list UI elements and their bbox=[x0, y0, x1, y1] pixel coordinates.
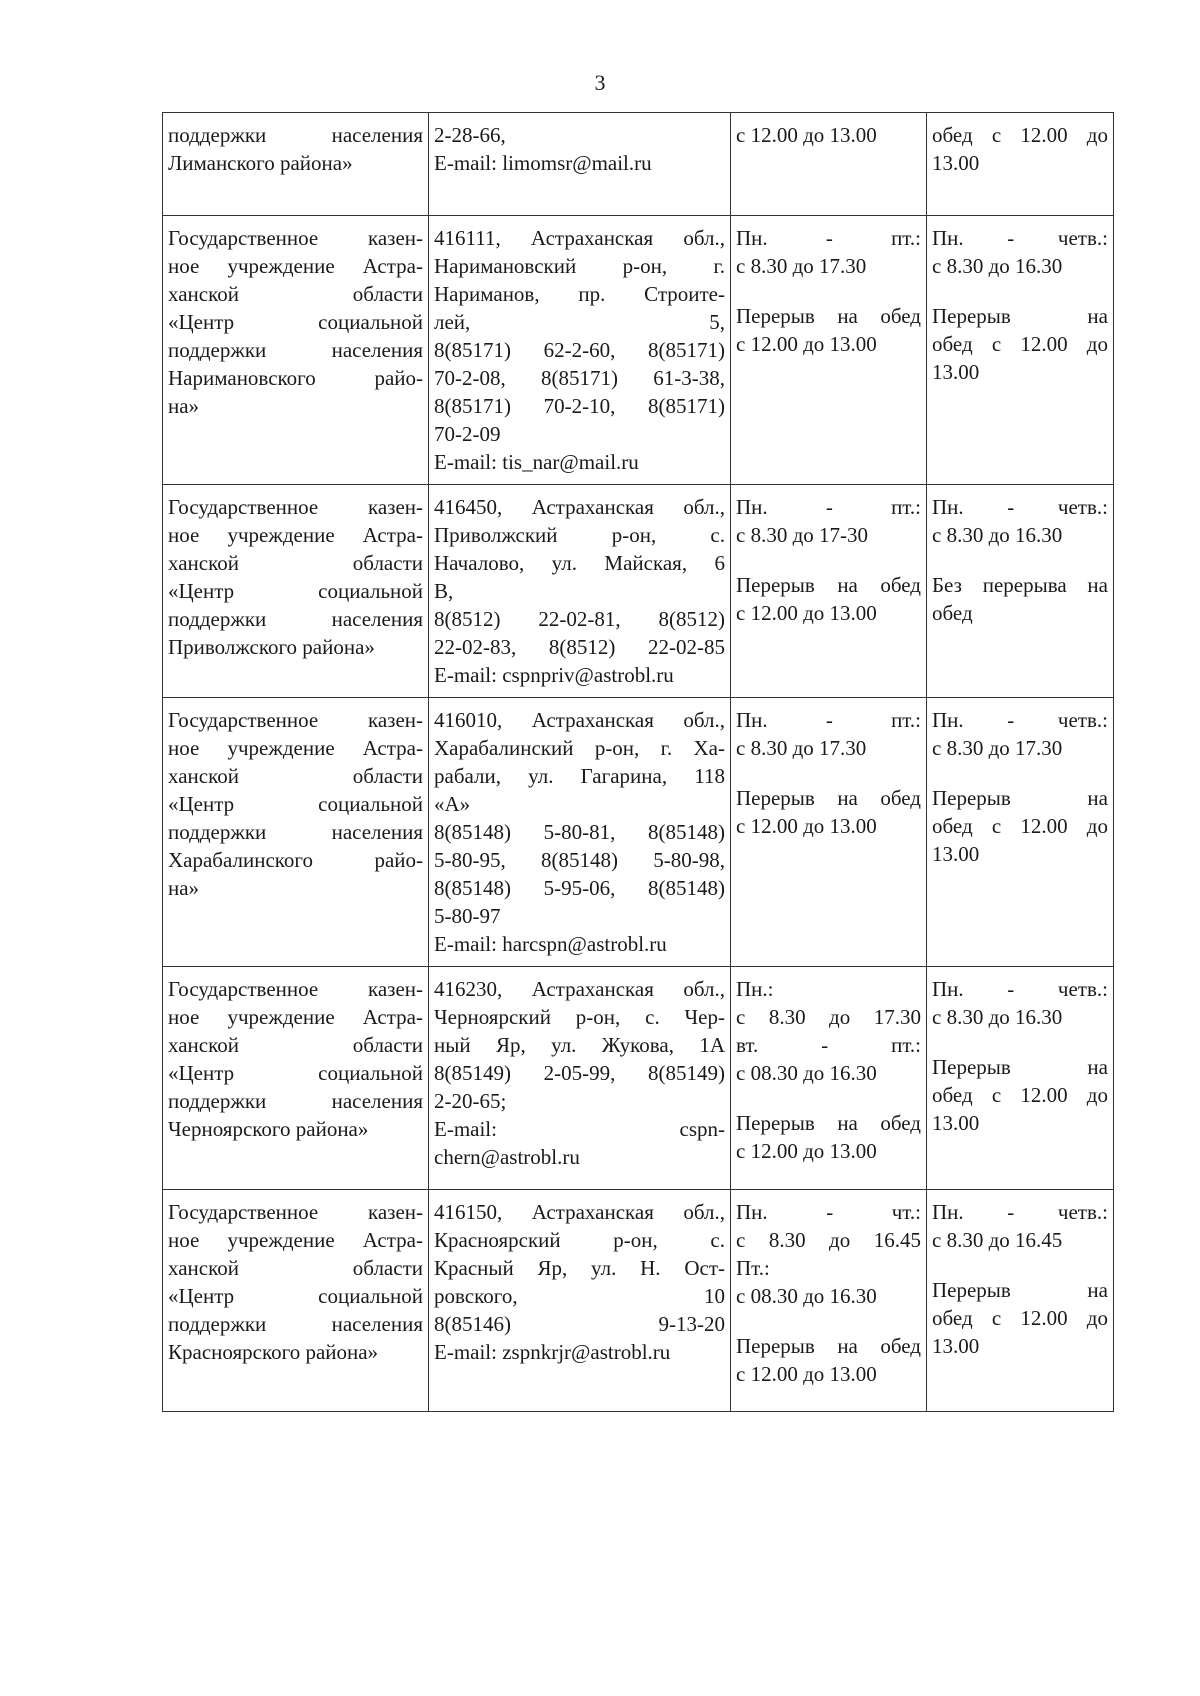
text-line: Пн. - пт.: bbox=[736, 708, 921, 732]
text-line: с 8.30 до 17.30 bbox=[736, 1005, 921, 1029]
text-line: Перерыв на обед bbox=[736, 1111, 921, 1135]
text-line: E-mail: zspnkrjr@astrobl.ru bbox=[434, 1340, 671, 1364]
text-line: 8(85146) 9-13-20 bbox=[434, 1312, 725, 1336]
text-line: Красноярский р-он, с. bbox=[434, 1228, 725, 1252]
text-line: с 8.30 до 17.30 bbox=[932, 736, 1063, 760]
text-line: Перерыв на обед bbox=[736, 573, 921, 597]
text-line: Государственное казен- bbox=[168, 1200, 423, 1224]
contacts-cell bbox=[429, 698, 731, 967]
text-line: с 8.30 до 16.45 bbox=[932, 1228, 1063, 1252]
text-line: с 8.30 до 16.30 bbox=[932, 254, 1063, 278]
text-line: 70-2-08, 8(85171) 61-3-38, bbox=[434, 366, 725, 390]
text-line: Перерыв на bbox=[932, 1278, 1108, 1302]
text-line: 70-2-09 bbox=[434, 422, 501, 446]
text-line: 13.00 bbox=[932, 842, 980, 866]
text-line: ное учреждение Астра- bbox=[168, 1228, 423, 1252]
text-line: ное учреждение Астра- bbox=[168, 523, 423, 547]
organization-cell bbox=[163, 113, 429, 216]
text-line: 8(85171) 62-2-60, 8(85171) bbox=[434, 338, 725, 362]
text-line: 5-80-95, 8(85148) 5-80-98, bbox=[434, 848, 725, 872]
text-line: 8(85148) 5-80-81, 8(85148) bbox=[434, 820, 725, 844]
text-line: обед с 12.00 до bbox=[932, 332, 1108, 356]
text-line: E-mail: cspn- bbox=[434, 1117, 725, 1141]
work-schedule-cell bbox=[731, 698, 927, 967]
spacer bbox=[736, 549, 921, 571]
text-line: Государственное казен- bbox=[168, 708, 423, 732]
spacer bbox=[736, 1310, 921, 1332]
text-line: 8(85171) 70-2-10, 8(85171) bbox=[434, 394, 725, 418]
text-line: Нариманов, пр. Строите- bbox=[434, 282, 725, 306]
text-line: обед bbox=[932, 601, 973, 625]
text-line: на» bbox=[168, 394, 200, 418]
text-line: ное учреждение Астра- bbox=[168, 736, 423, 760]
text-line: обед с 12.00 до bbox=[932, 1083, 1108, 1107]
text-line: 22-02-83, 8(8512) 22-02-85 bbox=[434, 635, 725, 659]
text-line: 416450, Астраханская обл., bbox=[434, 495, 725, 519]
text-line: Государственное казен- bbox=[168, 495, 423, 519]
spacer bbox=[736, 1087, 921, 1109]
text-line: с 12.00 до 13.00 bbox=[736, 814, 877, 838]
text-line: «Центр социальной bbox=[168, 792, 423, 816]
text-line: Приволжского района» bbox=[168, 635, 375, 659]
text-line: Перерыв на bbox=[932, 1055, 1108, 1079]
table-row bbox=[163, 485, 1114, 698]
text-line: с 12.00 до 13.00 bbox=[736, 1139, 877, 1163]
text-line: «Центр социальной bbox=[168, 310, 423, 334]
text-line: поддержки населения bbox=[168, 123, 423, 147]
text-line: Пн. - четв.: bbox=[932, 977, 1108, 1001]
text-line: «Центр социальной bbox=[168, 1061, 423, 1085]
text-line: Перерыв на обед bbox=[736, 304, 921, 328]
contacts-cell bbox=[429, 485, 731, 698]
text-line: Пн. - четв.: bbox=[932, 708, 1108, 732]
work-schedule-cell bbox=[731, 216, 927, 485]
text-line: Красный Яр, ул. Н. Ост- bbox=[434, 1256, 725, 1280]
text-line: с 8.30 до 17.30 bbox=[736, 736, 867, 760]
text-line: обед с 12.00 до bbox=[932, 123, 1108, 147]
spacer bbox=[736, 280, 921, 302]
text-line: 5-80-97 bbox=[434, 904, 501, 928]
text-line: Харабалинский р-он, г. Ха- bbox=[434, 736, 725, 760]
text-line: с 12.00 до 13.00 bbox=[736, 332, 877, 356]
text-line: 8(8512) 22-02-81, 8(8512) bbox=[434, 607, 725, 631]
text-line: Наримановский р-он, г. bbox=[434, 254, 725, 278]
text-line: ный Яр, ул. Жукова, 1А bbox=[434, 1033, 725, 1057]
text-line: Началово, ул. Майская, 6 bbox=[434, 551, 725, 575]
text-line: E-mail: harcspn@astrobl.ru bbox=[434, 932, 667, 956]
text-line: с 8.30 до 16.45 bbox=[736, 1228, 921, 1252]
text-line: Черноярского района» bbox=[168, 1117, 369, 1141]
text-line: Перерыв на обед bbox=[736, 786, 921, 810]
text-line: 13.00 bbox=[932, 360, 980, 384]
text-line: вт. - пт.: bbox=[736, 1033, 921, 1057]
text-line: Черноярский р-он, с. Чер- bbox=[434, 1005, 725, 1029]
text-line: Государственное казен- bbox=[168, 977, 423, 1001]
text-line: лей, 5, bbox=[434, 310, 725, 334]
work-schedule-cell bbox=[731, 967, 927, 1190]
reception-schedule-cell bbox=[927, 216, 1114, 485]
text-line: ханской области bbox=[168, 551, 423, 575]
text-line: ровского, 10 bbox=[434, 1284, 725, 1308]
text-line: на» bbox=[168, 876, 200, 900]
text-line: Лиманского района» bbox=[168, 151, 353, 175]
organization-cell bbox=[163, 1190, 429, 1412]
text-line: E-mail: cspnpriv@astrobl.ru bbox=[434, 663, 674, 687]
text-line: ханской области bbox=[168, 1033, 423, 1057]
text-line: обед с 12.00 до bbox=[932, 1306, 1108, 1330]
offices-table-body bbox=[163, 113, 1114, 1412]
text-line: Пн. - четв.: bbox=[932, 1200, 1108, 1224]
text-line: 2-28-66, bbox=[434, 123, 506, 147]
text-line: 8(85148) 5-95-06, 8(85148) bbox=[434, 876, 725, 900]
text-line: 416111, Астраханская обл., bbox=[434, 226, 725, 250]
text-line: 13.00 bbox=[932, 151, 980, 175]
text-line: Без перерыва на bbox=[932, 573, 1108, 597]
contacts-cell bbox=[429, 113, 731, 216]
organization-cell bbox=[163, 967, 429, 1190]
contacts-cell bbox=[429, 216, 731, 485]
reception-schedule-cell bbox=[927, 485, 1114, 698]
text-line: Пн. - чт.: bbox=[736, 1200, 921, 1224]
text-line: поддержки населения bbox=[168, 820, 423, 844]
text-line: 416230, Астраханская обл., bbox=[434, 977, 725, 1001]
text-line: «Центр социальной bbox=[168, 579, 423, 603]
text-line: Приволжский р-он, с. bbox=[434, 523, 725, 547]
spacer bbox=[932, 549, 1108, 571]
text-line: «Центр социальной bbox=[168, 1284, 423, 1308]
text-line: поддержки населения bbox=[168, 338, 423, 362]
text-line: Красноярского района» bbox=[168, 1340, 379, 1364]
text-line: поддержки населения bbox=[168, 1312, 423, 1336]
text-line: поддержки населения bbox=[168, 607, 423, 631]
organization-cell bbox=[163, 216, 429, 485]
work-schedule-cell bbox=[731, 485, 927, 698]
text-line: «А» bbox=[434, 792, 471, 816]
text-line: ханской области bbox=[168, 764, 423, 788]
text-line: обед с 12.00 до bbox=[932, 814, 1108, 838]
text-line: с 08.30 до 16.30 bbox=[736, 1284, 877, 1308]
text-line: ное учреждение Астра- bbox=[168, 1005, 423, 1029]
text-line: поддержки населения bbox=[168, 1089, 423, 1113]
text-line: Харабалинского райо- bbox=[168, 848, 423, 872]
text-line: ное учреждение Астра- bbox=[168, 254, 423, 278]
text-line: 2-20-65; bbox=[434, 1089, 507, 1113]
text-line: с 12.00 до 13.00 bbox=[736, 1362, 877, 1386]
spacer bbox=[932, 280, 1108, 302]
table-row bbox=[163, 698, 1114, 967]
reception-schedule-cell bbox=[927, 113, 1114, 216]
text-line: с 8.30 до 16.30 bbox=[932, 1005, 1063, 1029]
contacts-cell bbox=[429, 1190, 731, 1412]
reception-schedule-cell bbox=[927, 967, 1114, 1190]
reception-schedule-cell bbox=[927, 1190, 1114, 1412]
text-line: Пн. - четв.: bbox=[932, 226, 1108, 250]
table-row bbox=[163, 1190, 1114, 1412]
spacer bbox=[932, 1031, 1108, 1053]
text-line: chern@astrobl.ru bbox=[434, 1145, 580, 1169]
text-line: Перерыв на bbox=[932, 786, 1108, 810]
text-line: E-mail: limomsr@mail.ru bbox=[434, 151, 652, 175]
text-line: с 8.30 до 17.30 bbox=[736, 254, 867, 278]
text-line: с 12.00 до 13.00 bbox=[736, 601, 877, 625]
contacts-cell bbox=[429, 967, 731, 1190]
text-line: E-mail: tis_nar@mail.ru bbox=[434, 450, 639, 474]
offices-table bbox=[162, 112, 1114, 1412]
text-line: Пт.: bbox=[736, 1256, 770, 1280]
work-schedule-cell bbox=[731, 113, 927, 216]
text-line: Пн. - пт.: bbox=[736, 226, 921, 250]
text-line: 13.00 bbox=[932, 1111, 980, 1135]
organization-cell bbox=[163, 485, 429, 698]
text-line: ханской области bbox=[168, 1256, 423, 1280]
text-line: Пн. - пт.: bbox=[736, 495, 921, 519]
text-line: с 8.30 до 16.30 bbox=[932, 523, 1063, 547]
spacer bbox=[932, 1254, 1108, 1276]
text-line: 8(85149) 2-05-99, 8(85149) bbox=[434, 1061, 725, 1085]
table-row bbox=[163, 216, 1114, 485]
text-line: Государственное казен- bbox=[168, 226, 423, 250]
text-line: 416010, Астраханская обл., bbox=[434, 708, 725, 732]
text-line: с 08.30 до 16.30 bbox=[736, 1061, 877, 1085]
table-row bbox=[163, 113, 1114, 216]
text-line: Наримановского райо- bbox=[168, 366, 423, 390]
text-line: с 12.00 до 13.00 bbox=[736, 123, 877, 147]
text-line: Пн.: bbox=[736, 977, 774, 1001]
text-line: Пн. - четв.: bbox=[932, 495, 1108, 519]
text-line: 416150, Астраханская обл., bbox=[434, 1200, 725, 1224]
text-line: Перерыв на обед bbox=[736, 1334, 921, 1358]
text-line: 13.00 bbox=[932, 1334, 980, 1358]
text-line: Перерыв на bbox=[932, 304, 1108, 328]
text-line: рабали, ул. Гагарина, 118 bbox=[434, 764, 725, 788]
table-row bbox=[163, 967, 1114, 1190]
reception-schedule-cell bbox=[927, 698, 1114, 967]
spacer bbox=[736, 762, 921, 784]
text-line: В, bbox=[434, 579, 454, 603]
work-schedule-cell bbox=[731, 1190, 927, 1412]
text-line: с 8.30 до 17-30 bbox=[736, 523, 868, 547]
spacer bbox=[932, 762, 1108, 784]
organization-cell bbox=[163, 698, 429, 967]
page-number: 3 bbox=[594, 70, 606, 95]
text-line: ханской области bbox=[168, 282, 423, 306]
